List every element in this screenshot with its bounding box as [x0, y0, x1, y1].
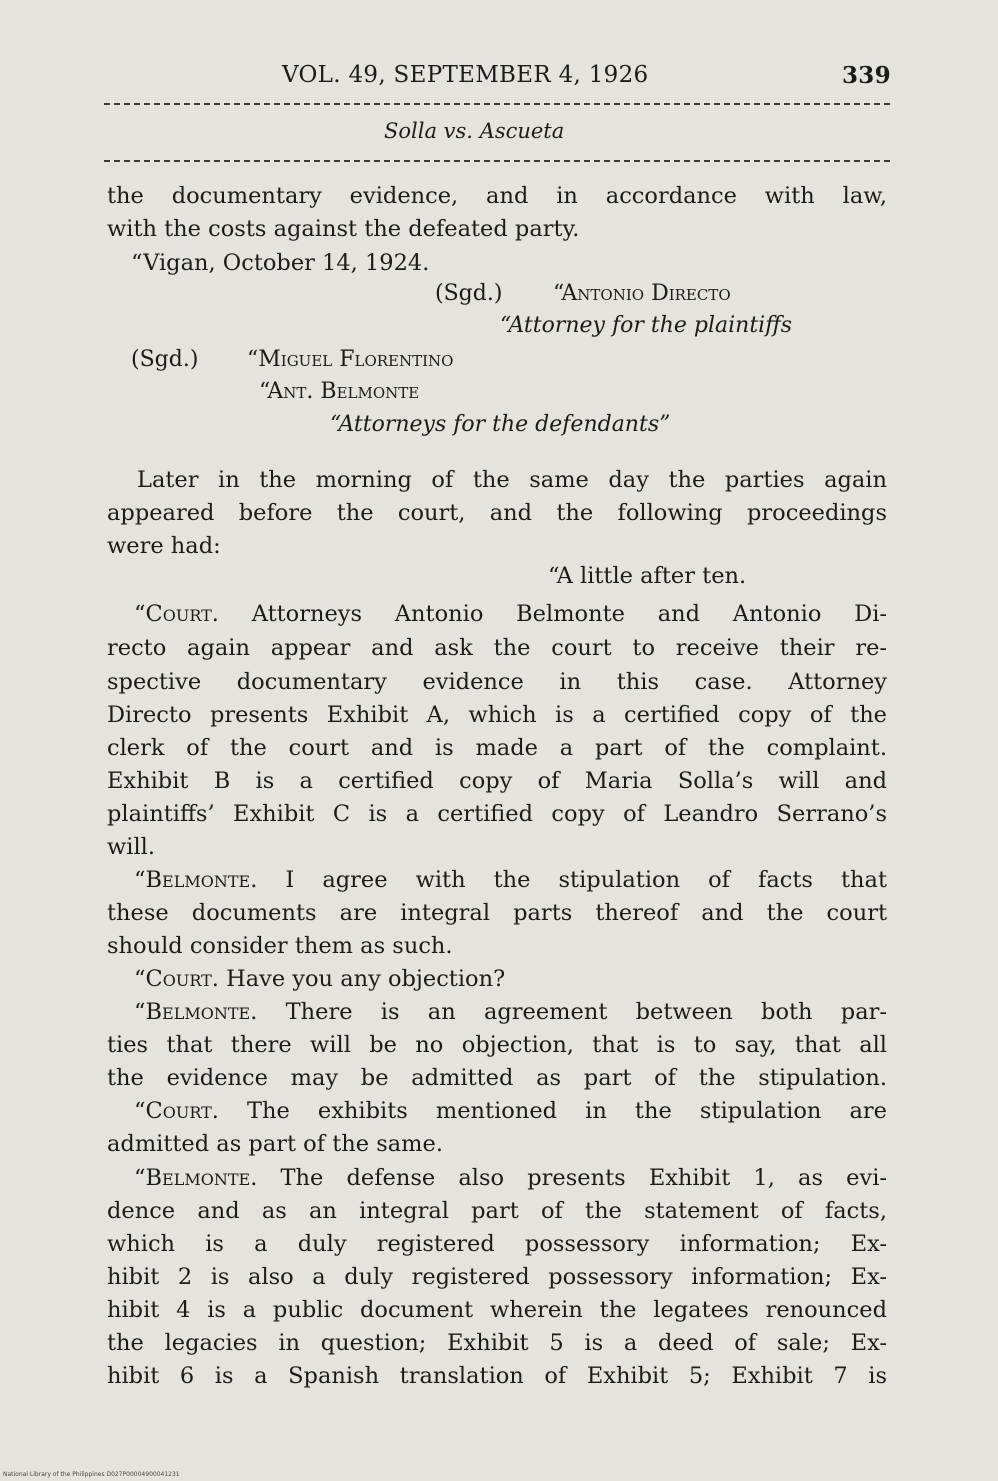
speaker-label: “Court.	[134, 966, 219, 992]
date-line: “Vigan, October 14, 1924.	[131, 250, 430, 276]
speaker-label: “Belmonte.	[134, 867, 258, 893]
running-title-rule	[104, 160, 890, 162]
sgd-label: (Sgd.)	[131, 347, 199, 372]
speaker-label: “Court.	[134, 601, 219, 627]
sgd-label: (Sgd.)	[435, 281, 503, 306]
paragraph-line: Later in the morning of the same day the parties again	[137, 467, 887, 493]
running-title: Solla vs. Ascueta	[384, 119, 565, 143]
signatory-role: “Attorney for the plaintiffs	[500, 313, 793, 338]
signatory-name: “Antonio Directo	[553, 281, 731, 306]
transcript-line: dence and as an integral part of the statement of facts,	[107, 1198, 887, 1224]
transcript-line: clerk of the court and is made a part of the complaint.	[107, 735, 887, 761]
transcript-line: the evidence may be admitted as part of the stipulation.	[107, 1065, 887, 1091]
speech-text: I agree with the stipulation of facts that	[257, 867, 887, 893]
signatory-role: “Attorneys for the defendants”	[330, 412, 671, 437]
transcript-line: will.	[107, 834, 155, 860]
transcript-line: recto again appear and ask the court to receive their re-	[107, 635, 887, 661]
speech-text: The defense also presents Exhibit 1, as evi-	[257, 1165, 887, 1191]
signatory-name: “Ant. Belmonte	[259, 379, 420, 404]
page-number: 339	[842, 62, 891, 89]
transcript-line: admitted as part of the same.	[107, 1131, 443, 1157]
transcript-line	[134, 996, 887, 1028]
transcript-line: should consider them as such.	[107, 933, 453, 959]
transcript-line	[134, 963, 505, 995]
header-title: VOL. 49, SEPTEMBER 4, 1926	[282, 62, 649, 88]
transcript-line: hibit 6 is a Spanish translation of Exhibit 5; Exhibit 7 is	[107, 1363, 887, 1389]
paragraph-line: appeared before the court, and the following proceedings	[107, 500, 887, 526]
transcript-line	[134, 864, 887, 896]
speech-text: There is an agreement between both par-	[257, 999, 887, 1025]
transcript-line: hibit 2 is also a duly registered possessory information; Ex-	[107, 1264, 887, 1290]
transcript-line	[134, 598, 887, 630]
signatory-name: “Miguel Florentino	[247, 347, 454, 372]
transcript-line	[134, 1095, 887, 1127]
transcript-line: these documents are integral parts thereof and the court	[107, 900, 887, 926]
transcript-line: the legacies in question; Exhibit 5 is a deed of sale; Ex-	[107, 1330, 887, 1356]
transcript-line	[134, 1162, 887, 1194]
text-line: with the costs against the defeated party.	[107, 216, 580, 242]
transcript-line: hibit 4 is a public document wherein the legatees renounced	[107, 1297, 887, 1323]
transcript-line: ties that there will be no objection, that is to say, that all	[107, 1032, 887, 1058]
speaker-label: “Belmonte.	[134, 999, 258, 1025]
transcript-line: which is a duly registered possessory information; Ex-	[107, 1231, 887, 1257]
speaker-label: “Court.	[134, 1098, 219, 1124]
header-rule	[104, 103, 890, 105]
scan-footer: National Library of the Philippines D027P00004900041231	[3, 1471, 180, 1478]
text-line: the documentary evidence, and in accordance with law,	[107, 183, 887, 209]
speech-text: The exhibits mentioned in the stipulation are	[218, 1098, 887, 1124]
transcript-line: Exhibit B is a certified copy of Maria Solla’s will and	[107, 768, 887, 794]
speaker-label: “Belmonte.	[134, 1165, 258, 1191]
time-note: “A little after ten.	[548, 563, 747, 589]
paragraph-line: were had:	[107, 533, 221, 559]
transcript-line: Directo presents Exhibit A, which is a certified copy of the	[107, 702, 887, 728]
transcript-line: plaintiffs’ Exhibit C is a certified copy of Leandro Serrano’s	[107, 801, 887, 827]
speech-text: Attorneys Antonio Belmonte and Antonio Di-	[218, 601, 887, 627]
transcript-line: spective documentary evidence in this case. Attorney	[107, 669, 887, 695]
speech-text: Have you any objection?	[218, 966, 506, 992]
